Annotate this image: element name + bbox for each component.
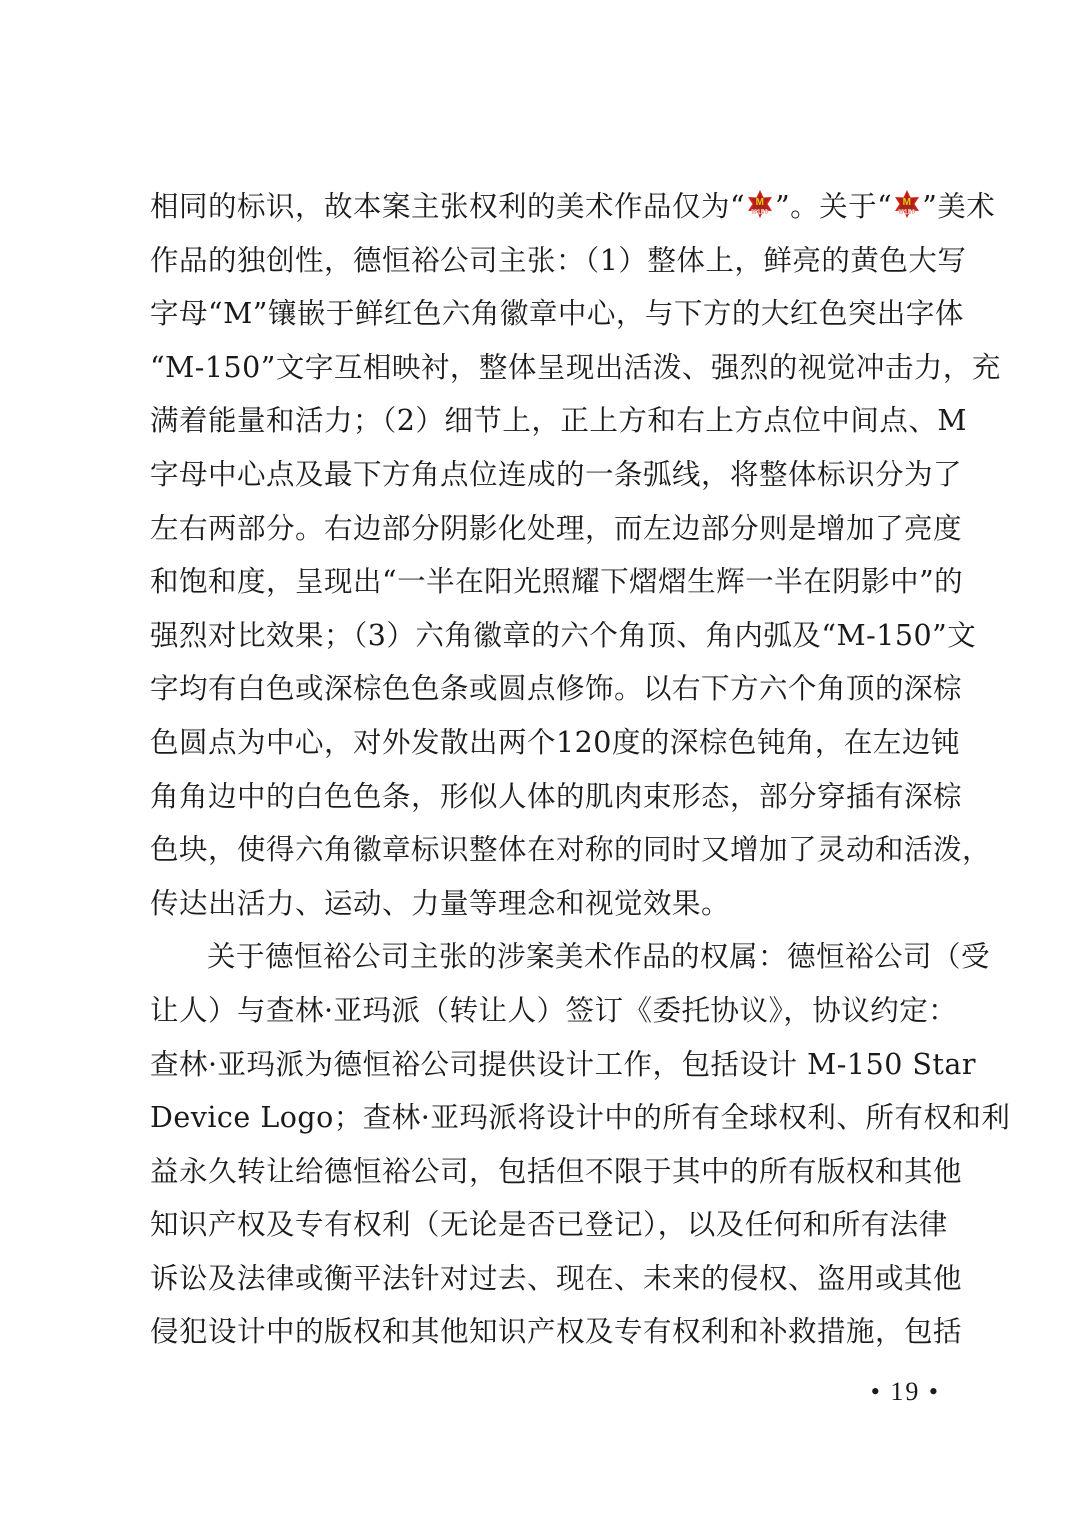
page-number: • 19 •	[870, 1377, 940, 1406]
paragraph-1-line: 字母“M”镶嵌于鲜红色六角徽章中心，与下方的大红色突出字体	[150, 297, 964, 331]
svg-text:M150: M150	[751, 210, 769, 216]
paragraph-1-line: 作品的独创性，德恒裕公司主张：（1）整体上，鲜亮的黄色大写	[150, 243, 967, 277]
paragraph-2-line: 让人）与查林·亚玛派（转让人）签订《委托协议》，协议约定：	[150, 993, 958, 1027]
paragraph-1-line: 传达出活力、运动、力量等理念和视觉效果。	[150, 886, 731, 920]
paragraph-2-line: 诉讼及法律或衡平法针对过去、现在、未来的侵权、盗用或其他	[150, 1261, 963, 1295]
paragraph-1-line: 字均有白色或深棕色色条或圆点修饰。以右下方六个角顶的深棕	[150, 672, 963, 706]
paragraph-1-line-1	[150, 180, 996, 234]
paragraph-1-line: 角角边中的白色色条，形似人体的肌肉束形态，部分穿插有深棕	[150, 779, 963, 813]
paragraph-2-line: 关于德恒裕公司主张的涉案美术作品的权属：德恒裕公司（受	[207, 940, 991, 974]
paragraph-1-line: 色块，使得六角徽章标识整体在对称的同时又增加了灵动和活泼，	[150, 833, 992, 867]
text-segment: ”美术	[922, 190, 996, 223]
svg-text:M: M	[755, 197, 765, 208]
paragraph-1-line: 左右两部分。右边部分阴影化处理，而左边部分则是增加了亮度	[150, 511, 963, 545]
paragraph-1-line: 强烈对比效果；（3）六角徽章的六个角顶、角内弧及“M-150”文	[150, 618, 977, 652]
m150-logo-image	[892, 189, 922, 219]
paragraph-2-line: 知识产权及专有权利（无论是否已登记），以及任何和所有法律	[150, 1208, 948, 1242]
paragraph-2-line: 益永久转让给德恒裕公司，包括但不限于其中的所有版权和其他	[150, 1154, 963, 1188]
paragraph-1-line: 字母中心点及最下方角点位连成的一条弧线，将整体标识分为了	[150, 457, 963, 491]
paragraph-1-line: 和饱和度，呈现出“一半在阳光照耀下熠熠生辉一半在阴影中”的	[150, 565, 964, 599]
paragraph-2-line: 侵犯设计中的版权和其他知识产权及专有权利和补救措施，包括	[150, 1315, 963, 1349]
paragraph-1-line: 满着能量和活力；（2）细节上，正上方和右上方点位中间点、M	[150, 404, 968, 438]
m150-logo-image	[745, 189, 775, 219]
paragraph-2-line: Device Logo；查林·亚玛派将设计中的所有全球权利、所有权和利	[150, 1101, 1011, 1135]
text-segment: 相同的标识，故本案主张权利的美术作品仅为“	[150, 190, 746, 223]
text-segment: ”。关于“	[775, 190, 893, 223]
svg-text:M150: M150	[898, 210, 916, 216]
paragraph-1-line: “M-150”文字互相映衬，整体呈现出活泼、强烈的视觉冲击力，充	[150, 350, 1001, 384]
svg-text:M: M	[902, 197, 912, 208]
paragraph-1-line: 色圆点为中心，对外发散出两个120度的深棕色钝角，在左边钝	[150, 725, 960, 759]
body-text	[150, 180, 1011, 1359]
paragraph-2-line: 查林·亚玛派为德恒裕公司提供设计工作，包括设计 M-150 Star	[150, 1047, 976, 1081]
